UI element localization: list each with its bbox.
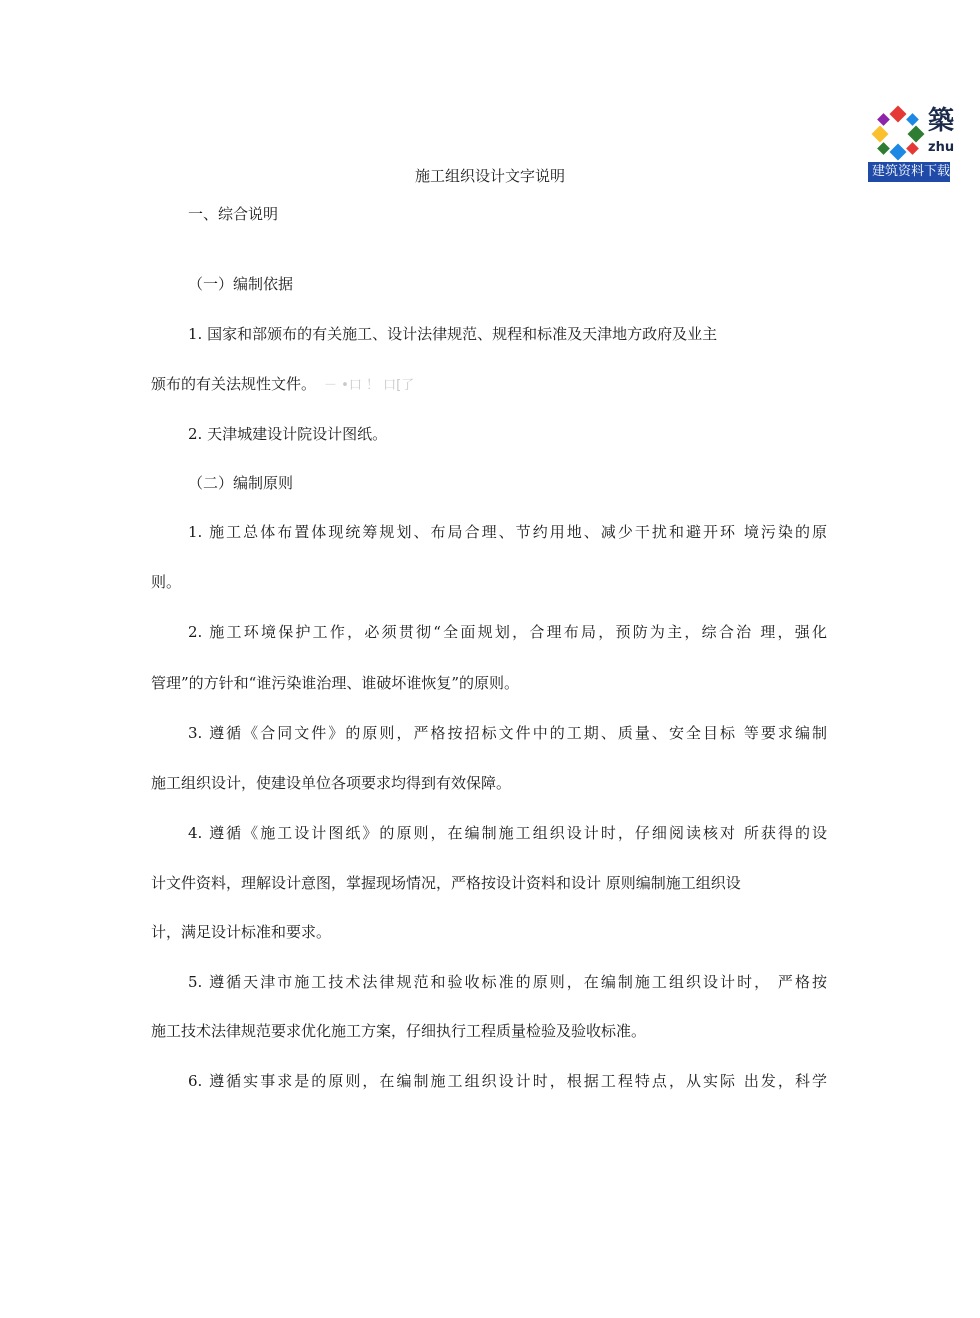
principle-4-line-2: 计文件资料，理解设计意图，掌握现场情况，严格按设计资料和设计 原则编制施工组织设 [151, 874, 741, 892]
principle-6-line-1: 6. 遵循实事求是的原则，在编制施工组织设计时，根据工程特点，从实际 出发，科学 [188, 1072, 827, 1090]
principle-4-line-3: 计，满足设计标准和要求。 [151, 923, 332, 941]
logo-latin-text: zhu [928, 140, 955, 155]
logo-pinwheel-icon [870, 106, 926, 162]
principle-5-line-1: 5. 遵循天津市施工技术法律规范和验收标准的原则，在编制施工组织设计时， 严格按 [188, 973, 827, 991]
subsection-heading-principles: （二）编制原则 [188, 474, 294, 492]
section-heading: 一、综合说明 [188, 205, 279, 223]
principle-2-line-2: 管理”的方针和“谁污染谁治理、谁破坏谁恢复”的原则。 [151, 674, 520, 692]
basis-item-1-text: 颁布的有关法规性文件。 [151, 375, 317, 393]
logo-character: 築 [928, 106, 955, 136]
document-title: 施工组织设计文字说明 [414, 167, 565, 185]
principle-1-line-2: 则。 [151, 573, 182, 591]
basis-item-2: 2. 天津城建设计院设计图纸。 [188, 425, 388, 443]
basis-item-1-line-2 [151, 374, 414, 396]
principle-3-line-1: 3. 遵循《合同文件》的原则，严格按招标文件中的工期、质量、安全目标 等要求编制 [188, 724, 827, 742]
principle-4-line-1: 4. 遵循《施工设计图纸》的原则，在编制施工组织设计时，仔细阅读核对 所获得的设 [188, 824, 827, 842]
principle-3-line-2: 施工组织设计，使建设单位各项要求均得到有效保障。 [151, 774, 512, 792]
principle-5-line-2: 施工技术法律规范要求优化施工方案，仔细执行工程质量检验及验收标准。 [151, 1022, 647, 1040]
principle-1-line-1: 1. 施工总体布置体现统筹规划、布局合理、节约用地、减少干扰和避开环 境污染的原 [188, 523, 827, 541]
principle-2-line-1: 2. 施工环境保护工作，必须贯彻“全面规划，合理布局，预防为主，综合治 理，强化 [188, 623, 827, 641]
scan-artifact: － •口 ！ 口[了 [324, 378, 415, 393]
basis-item-1-line-1: 1. 国家和部颁布的有关施工、设计法律规范、规程和标准及天津地方政府及业主 [188, 325, 718, 343]
logo-band-text: 建筑资料下载 [868, 162, 950, 182]
subsection-heading-basis: （一）编制依据 [188, 275, 294, 293]
